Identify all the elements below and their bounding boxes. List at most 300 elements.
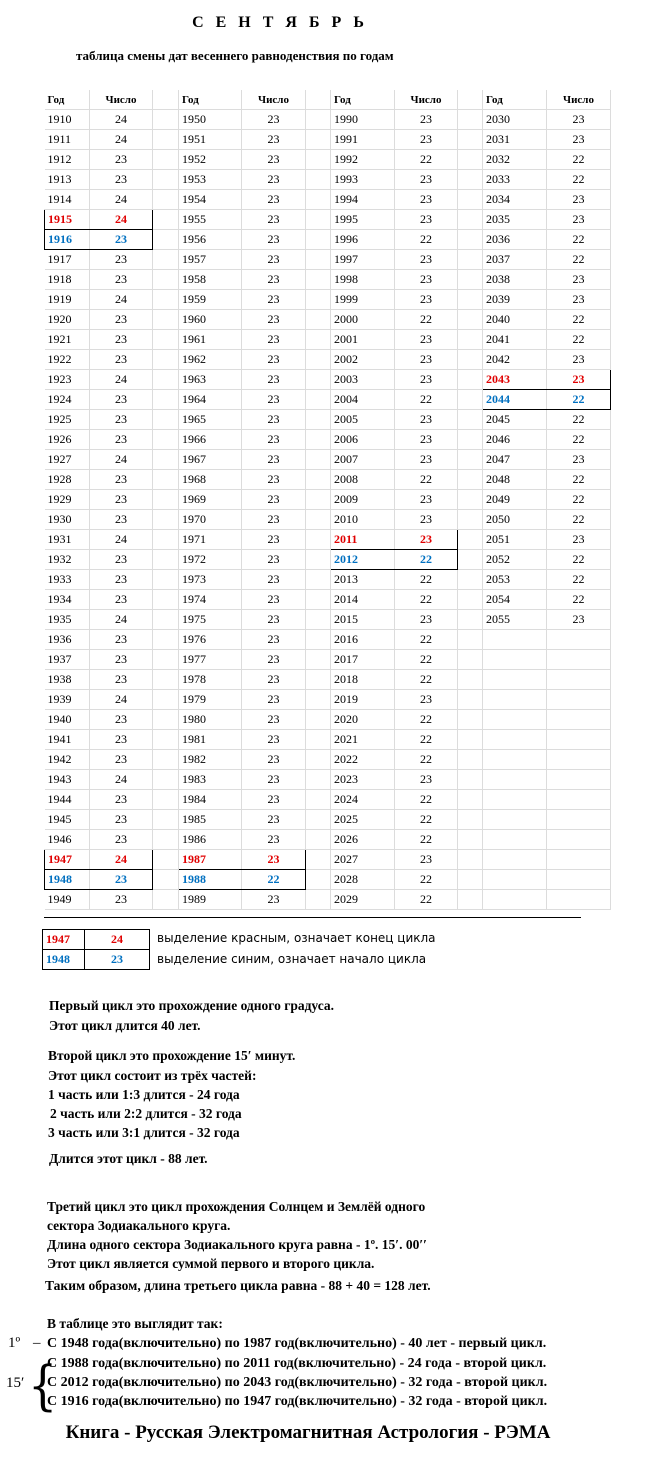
day-cell: 24 (90, 690, 153, 710)
empty-cell (547, 810, 611, 830)
day-cell: 23 (90, 570, 153, 590)
column-gap (458, 470, 483, 490)
year-cell: 1976 (179, 630, 242, 650)
day-cell: 23 (90, 470, 153, 490)
column-gap (153, 150, 179, 170)
year-cell: 2037 (483, 250, 547, 270)
day-cell: 23 (547, 450, 611, 470)
empty-cell (547, 870, 611, 890)
day-cell: 22 (395, 730, 458, 750)
day-cell: 23 (90, 870, 153, 890)
day-cell: 23 (395, 610, 458, 630)
year-cell: 1999 (331, 290, 395, 310)
year-cell: 1947 (45, 850, 90, 870)
day-cell: 22 (395, 550, 458, 570)
column-gap (458, 790, 483, 810)
day-cell: 23 (395, 130, 458, 150)
year-cell: 2024 (331, 790, 395, 810)
column-gap (153, 90, 179, 110)
year-cell: 1952 (179, 150, 242, 170)
cycle-line-1: С 1948 года(включительно) по 1987 год(включительно) - 40 лет - первый цикл. (47, 1336, 547, 1351)
day-cell: 22 (395, 230, 458, 250)
column-gap (306, 730, 331, 750)
day-cell: 23 (242, 450, 306, 470)
day-cell: 23 (395, 110, 458, 130)
page-subtitle: таблица смены дат весеннего равноденствия по годам (76, 48, 394, 63)
year-cell: 1966 (179, 430, 242, 450)
day-cell: 22 (547, 410, 611, 430)
year-cell: 2002 (331, 350, 395, 370)
day-cell: 24 (90, 450, 153, 470)
year-cell: 1912 (45, 150, 90, 170)
day-cell: 22 (395, 710, 458, 730)
table-row (45, 530, 611, 550)
year-cell: 2013 (331, 570, 395, 590)
day-cell: 23 (547, 110, 611, 130)
year-cell: 2014 (331, 590, 395, 610)
day-cell: 23 (395, 410, 458, 430)
column-gap (458, 110, 483, 130)
day-cell: 22 (547, 570, 611, 590)
day-cell: 23 (242, 130, 306, 150)
year-cell: 1949 (45, 890, 90, 910)
column-gap (153, 410, 179, 430)
year-cell: 2010 (331, 510, 395, 530)
day-cell: 24 (90, 370, 153, 390)
table-header-row (45, 90, 611, 110)
year-cell: 1959 (179, 290, 242, 310)
legend-table (42, 929, 150, 970)
year-cell: 1969 (179, 490, 242, 510)
column-gap (306, 390, 331, 410)
day-cell: 23 (242, 530, 306, 550)
year-cell: 1914 (45, 190, 90, 210)
year-cell: 1935 (45, 610, 90, 630)
day-cell: 23 (90, 250, 153, 270)
year-cell: 2007 (331, 450, 395, 470)
header-day: Число (395, 90, 458, 110)
column-gap (306, 290, 331, 310)
table-row (45, 330, 611, 350)
year-cell: 2031 (483, 130, 547, 150)
empty-cell (547, 710, 611, 730)
year-cell: 1956 (179, 230, 242, 250)
day-cell: 22 (547, 550, 611, 570)
day-cell: 23 (90, 650, 153, 670)
day-cell: 22 (395, 590, 458, 610)
year-cell: 1993 (331, 170, 395, 190)
column-gap (153, 170, 179, 190)
year-cell: 2034 (483, 190, 547, 210)
column-gap (306, 510, 331, 530)
table-row (45, 450, 611, 470)
column-gap (458, 510, 483, 530)
year-cell: 2025 (331, 810, 395, 830)
day-cell: 22 (395, 150, 458, 170)
empty-cell (547, 830, 611, 850)
day-cell: 23 (395, 770, 458, 790)
day-cell: 24 (90, 290, 153, 310)
column-gap (153, 730, 179, 750)
table-row (45, 290, 611, 310)
column-gap (458, 710, 483, 730)
year-cell: 2011 (331, 530, 395, 550)
empty-cell (547, 650, 611, 670)
column-gap (458, 150, 483, 170)
year-cell: 1915 (45, 210, 90, 230)
cycle2-line4: 2 часть или 2:2 длится - 32 года (50, 1106, 242, 1121)
empty-cell (547, 750, 611, 770)
day-cell: 23 (242, 190, 306, 210)
day-cell: 23 (242, 750, 306, 770)
day-cell: 23 (395, 370, 458, 390)
year-cell: 1958 (179, 270, 242, 290)
year-cell: 2053 (483, 570, 547, 590)
day-cell: 23 (90, 410, 153, 430)
column-gap (458, 410, 483, 430)
year-cell: 1980 (179, 710, 242, 730)
column-gap (458, 890, 483, 910)
year-cell: 2008 (331, 470, 395, 490)
day-cell: 23 (242, 330, 306, 350)
column-gap (458, 270, 483, 290)
year-cell: 2043 (483, 370, 547, 390)
year-cell: 1995 (331, 210, 395, 230)
day-cell: 23 (90, 490, 153, 510)
column-gap (458, 530, 483, 550)
day-cell: 23 (395, 250, 458, 270)
cycle-line-3: С 2012 года(включительно) по 2043 год(включительно) - 32 года - второй цикл. (47, 1375, 548, 1390)
table-row (45, 430, 611, 450)
year-cell: 1920 (45, 310, 90, 330)
column-gap (458, 650, 483, 670)
day-cell: 23 (395, 450, 458, 470)
day-cell: 22 (547, 390, 611, 410)
table-row (45, 670, 611, 690)
divider-line (44, 917, 581, 918)
table-row (45, 250, 611, 270)
year-cell: 2003 (331, 370, 395, 390)
year-cell: 1929 (45, 490, 90, 510)
table-row (45, 210, 611, 230)
table-row (45, 550, 611, 570)
column-gap (153, 510, 179, 530)
column-gap (458, 770, 483, 790)
day-cell: 24 (90, 190, 153, 210)
day-cell: 22 (395, 790, 458, 810)
day-cell: 23 (395, 270, 458, 290)
year-cell: 2017 (331, 650, 395, 670)
column-gap (458, 290, 483, 310)
day-cell: 23 (90, 430, 153, 450)
column-gap (153, 870, 179, 890)
column-gap (306, 870, 331, 890)
day-cell: 23 (90, 270, 153, 290)
year-cell: 1988 (179, 870, 242, 890)
column-gap (458, 310, 483, 330)
column-gap (306, 350, 331, 370)
column-gap (306, 190, 331, 210)
year-cell: 1985 (179, 810, 242, 830)
day-cell: 23 (395, 190, 458, 210)
header-year: Год (483, 90, 547, 110)
year-cell: 1941 (45, 730, 90, 750)
day-cell: 23 (90, 890, 153, 910)
year-cell: 1948 (45, 870, 90, 890)
day-cell: 22 (547, 490, 611, 510)
day-cell: 23 (90, 590, 153, 610)
year-cell: 2032 (483, 150, 547, 170)
year-cell: 2001 (331, 330, 395, 350)
column-gap (153, 810, 179, 830)
day-cell: 22 (547, 230, 611, 250)
column-gap (306, 650, 331, 670)
year-cell: 2018 (331, 670, 395, 690)
year-cell: 1963 (179, 370, 242, 390)
empty-cell (483, 890, 547, 910)
legend-blue-year: 1948 (43, 950, 85, 970)
cycle1-line1: Первый цикл это прохождение одного градуса. (49, 998, 335, 1013)
day-cell: 22 (547, 170, 611, 190)
year-cell: 2022 (331, 750, 395, 770)
day-cell: 23 (242, 670, 306, 690)
table-row (45, 790, 611, 810)
year-cell: 1939 (45, 690, 90, 710)
day-cell: 23 (547, 530, 611, 550)
day-cell: 23 (242, 550, 306, 570)
header-day: Число (242, 90, 306, 110)
year-cell: 1933 (45, 570, 90, 590)
column-gap (458, 390, 483, 410)
column-gap (458, 810, 483, 830)
column-gap (458, 370, 483, 390)
year-cell: 1960 (179, 310, 242, 330)
table-row (45, 170, 611, 190)
year-cell: 1916 (45, 230, 90, 250)
header-year: Год (179, 90, 242, 110)
year-cell: 2015 (331, 610, 395, 630)
year-cell: 2009 (331, 490, 395, 510)
day-cell: 23 (90, 630, 153, 650)
year-cell: 1992 (331, 150, 395, 170)
year-cell: 2020 (331, 710, 395, 730)
table-row (45, 270, 611, 290)
year-cell: 1977 (179, 650, 242, 670)
day-cell: 23 (395, 330, 458, 350)
day-cell: 23 (242, 890, 306, 910)
year-cell: 2026 (331, 830, 395, 850)
year-cell: 1967 (179, 450, 242, 470)
day-cell: 23 (242, 370, 306, 390)
column-gap (153, 890, 179, 910)
legend-red-day: 24 (85, 930, 150, 950)
year-cell: 1978 (179, 670, 242, 690)
cycle-line-4: С 1916 года(включительно) по 1947 год(включительно) - 32 года - второй цикл. (47, 1394, 548, 1409)
column-gap (306, 270, 331, 290)
equinox-table (44, 90, 611, 910)
year-cell: 1970 (179, 510, 242, 530)
year-cell: 1922 (45, 350, 90, 370)
column-gap (306, 790, 331, 810)
day-cell: 23 (395, 850, 458, 870)
day-cell: 23 (395, 170, 458, 190)
year-cell: 2006 (331, 430, 395, 450)
column-gap (153, 290, 179, 310)
table-row (45, 470, 611, 490)
column-gap (306, 530, 331, 550)
year-cell: 1983 (179, 770, 242, 790)
year-cell: 1940 (45, 710, 90, 730)
table-row (45, 590, 611, 610)
year-cell: 2004 (331, 390, 395, 410)
day-cell: 22 (395, 750, 458, 770)
column-gap (458, 450, 483, 470)
day-cell: 23 (90, 150, 153, 170)
year-cell: 1913 (45, 170, 90, 190)
column-gap (458, 670, 483, 690)
day-cell: 23 (90, 170, 153, 190)
empty-cell (483, 690, 547, 710)
day-cell: 23 (242, 290, 306, 310)
day-cell: 23 (242, 830, 306, 850)
year-cell: 1996 (331, 230, 395, 250)
day-cell: 24 (90, 530, 153, 550)
day-cell: 22 (547, 250, 611, 270)
day-cell: 23 (242, 270, 306, 290)
column-gap (306, 110, 331, 130)
year-cell: 1990 (331, 110, 395, 130)
column-gap (153, 130, 179, 150)
year-cell: 1938 (45, 670, 90, 690)
table-row (45, 490, 611, 510)
year-cell: 1962 (179, 350, 242, 370)
column-gap (306, 750, 331, 770)
empty-cell (483, 750, 547, 770)
table-row (45, 650, 611, 670)
column-gap (458, 190, 483, 210)
day-cell: 22 (395, 470, 458, 490)
year-cell: 1924 (45, 390, 90, 410)
day-cell: 22 (547, 470, 611, 490)
year-cell: 1930 (45, 510, 90, 530)
year-cell: 1979 (179, 690, 242, 710)
day-cell: 22 (395, 810, 458, 830)
day-cell: 23 (242, 590, 306, 610)
day-cell: 23 (547, 270, 611, 290)
empty-cell (483, 850, 547, 870)
day-cell: 23 (242, 150, 306, 170)
year-cell: 2035 (483, 210, 547, 230)
year-cell: 1965 (179, 410, 242, 430)
table-row (45, 830, 611, 850)
column-gap (306, 370, 331, 390)
column-gap (458, 130, 483, 150)
table-row (45, 230, 611, 250)
column-gap (458, 690, 483, 710)
day-cell: 23 (242, 470, 306, 490)
column-gap (458, 490, 483, 510)
column-gap (153, 110, 179, 130)
day-cell: 23 (90, 750, 153, 770)
empty-cell (483, 710, 547, 730)
column-gap (458, 230, 483, 250)
column-gap (306, 710, 331, 730)
year-cell: 1923 (45, 370, 90, 390)
empty-cell (547, 770, 611, 790)
year-cell: 1982 (179, 750, 242, 770)
day-cell: 23 (547, 290, 611, 310)
year-cell: 1955 (179, 210, 242, 230)
year-cell: 1932 (45, 550, 90, 570)
day-cell: 23 (395, 510, 458, 530)
year-cell: 2027 (331, 850, 395, 870)
day-cell: 23 (242, 170, 306, 190)
table-row (45, 770, 611, 790)
column-gap (153, 770, 179, 790)
empty-cell (547, 850, 611, 870)
year-cell: 2052 (483, 550, 547, 570)
day-cell: 23 (547, 210, 611, 230)
table-row (45, 150, 611, 170)
year-cell: 1936 (45, 630, 90, 650)
year-cell: 1910 (45, 110, 90, 130)
day-cell: 23 (242, 230, 306, 250)
header-year: Год (45, 90, 90, 110)
column-gap (153, 350, 179, 370)
column-gap (153, 670, 179, 690)
table-row (45, 410, 611, 430)
day-cell: 23 (90, 510, 153, 530)
header-day: Число (90, 90, 153, 110)
column-gap (306, 470, 331, 490)
legend-red-text: выделение красным, означает конец цикла (157, 931, 436, 945)
column-gap (458, 750, 483, 770)
year-cell: 2033 (483, 170, 547, 190)
curly-brace-icon: { (28, 1354, 58, 1417)
day-cell: 23 (547, 610, 611, 630)
year-cell: 1950 (179, 110, 242, 130)
column-gap (153, 210, 179, 230)
year-cell: 1964 (179, 390, 242, 410)
day-cell: 22 (395, 390, 458, 410)
day-cell: 22 (547, 310, 611, 330)
column-gap (458, 550, 483, 570)
cycle2-line1: Второй цикл это прохождение 15′ минут. (48, 1048, 296, 1063)
day-cell: 23 (242, 690, 306, 710)
table-row (45, 710, 611, 730)
day-cell: 22 (395, 310, 458, 330)
column-gap (153, 490, 179, 510)
column-gap (306, 310, 331, 330)
table-row (45, 190, 611, 210)
cycle2-line6: Длится этот цикл - 88 лет. (49, 1151, 208, 1166)
year-cell: 2039 (483, 290, 547, 310)
day-cell: 23 (242, 350, 306, 370)
column-gap (153, 630, 179, 650)
column-gap (306, 150, 331, 170)
table-row (45, 690, 611, 710)
year-cell: 1974 (179, 590, 242, 610)
day-cell: 23 (242, 770, 306, 790)
year-cell: 1926 (45, 430, 90, 450)
table-row (45, 370, 611, 390)
column-gap (458, 730, 483, 750)
column-gap (153, 850, 179, 870)
year-cell: 1973 (179, 570, 242, 590)
year-cell: 1989 (179, 890, 242, 910)
column-gap (306, 890, 331, 910)
day-cell: 23 (547, 130, 611, 150)
